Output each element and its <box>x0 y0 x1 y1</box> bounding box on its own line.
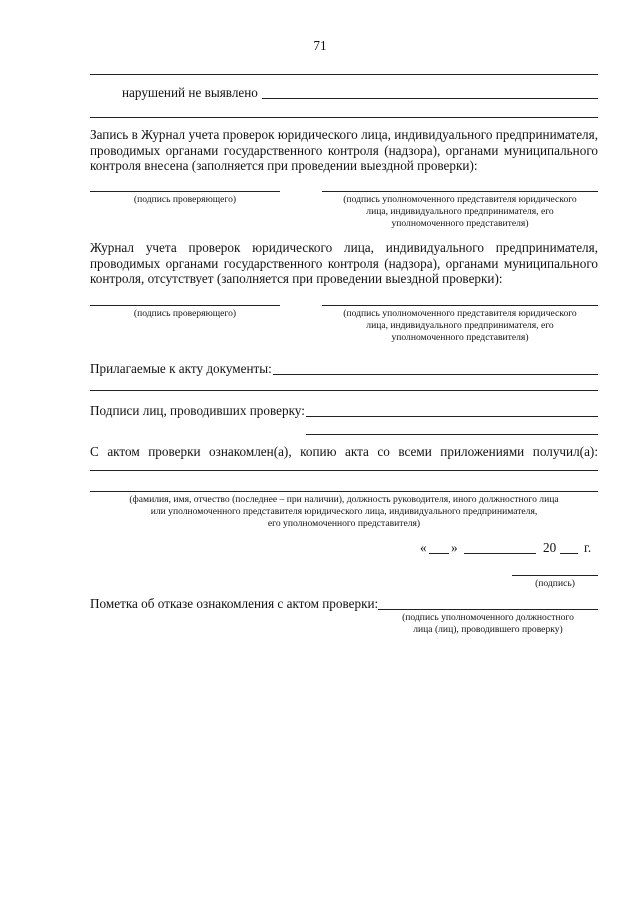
official-caption-line-1: (подпись уполномоченного должностного <box>402 612 574 623</box>
journal-absent-paragraph <box>90 240 598 287</box>
acquainted-paragraph <box>90 444 598 460</box>
acquainted-line-1 <box>90 470 598 471</box>
refusal-line <box>378 609 598 610</box>
inspector-signature-line-1 <box>90 191 280 192</box>
date-year-prefix: 20 <box>543 540 557 555</box>
signature-line <box>512 575 598 576</box>
date-year-line <box>560 553 578 554</box>
page-number: 71 <box>313 38 327 53</box>
refusal-label: Пометка об отказе ознакомления с актом проверки: <box>90 596 379 611</box>
signatures-line-2 <box>306 434 598 435</box>
rep-caption-2-line-2: лица, индивидуального предпринимателя, его <box>366 320 554 332</box>
date-year-suffix: г. <box>584 540 592 555</box>
acquainted-line-2 <box>90 491 598 492</box>
fio-caption-line-2: или уполномоченного представителя юридического лица, индивидуального предпринимателя, <box>150 506 538 518</box>
signatures-label: Подписи лиц, проводивших проверку: <box>90 403 305 418</box>
journal-entry-paragraph <box>90 127 598 174</box>
fio-caption-line-3: его уполномоченного представителя) <box>267 518 421 530</box>
journal-entry-line-1: Запись в Журнал учета проверок юридического лица, индивидуального предпринимателя, <box>90 127 598 142</box>
rep-signature-caption-1 <box>312 194 608 231</box>
official-caption-line-2: лица (лиц), проводившего проверку) <box>413 624 563 636</box>
fio-caption <box>80 494 608 531</box>
inspector-signature-caption-2: (подпись проверяющего) <box>133 308 237 319</box>
signature-caption: (подпись) <box>535 578 575 589</box>
no-violations-text: нарушений не выявлено <box>122 85 258 100</box>
date-day-line <box>429 553 449 554</box>
date-close-quote: » <box>451 540 458 555</box>
journal-entry-line-3: контроля внесена (заполняется при проведении выездной проверки): <box>90 158 478 174</box>
no-violations-line <box>262 98 598 99</box>
rep-signature-line-1 <box>322 191 598 192</box>
journal-absent-line-1: Журнал учета проверок юридического лица, индивидуального предпринимателя, <box>90 240 598 255</box>
attached-docs-label: Прилагаемые к акту документы: <box>90 361 272 376</box>
inspector-signature-line-2 <box>90 305 280 306</box>
date-open-quote: « <box>420 540 427 555</box>
journal-absent-line-3: контроля, отсутствует (заполняется при проведении выездной проверки): <box>90 271 503 287</box>
inspector-signature-caption-1: (подпись проверяющего) <box>133 194 237 205</box>
official-signature-caption <box>378 612 598 636</box>
acquainted-text: С актом проверки ознакомлен(а), копию акта со всеми приложениями получил(а): <box>90 444 598 459</box>
rep-signature-caption-2 <box>312 308 608 345</box>
top-blank-line <box>90 74 598 75</box>
date-month-line <box>464 553 536 554</box>
journal-entry-line-2: проводимых органами государственного контроля (надзора), органами муниципального <box>90 142 598 158</box>
rep-caption-1-line-2: лица, индивидуального предпринимателя, его <box>366 206 554 218</box>
fio-caption-line-1: (фамилия, имя, отчество (последнее – при наличии), должность руководителя, иного должностного лица <box>129 494 559 505</box>
rep-signature-line-2 <box>322 305 598 306</box>
attached-docs-line-2 <box>90 390 598 391</box>
signatures-line-1 <box>306 416 598 417</box>
rep-caption-1-line-1: (подпись уполномоченного представителя юридического <box>343 194 577 205</box>
rep-caption-2-line-3: уполномоченного представителя) <box>391 332 529 344</box>
attached-docs-line <box>273 374 598 375</box>
blank-line-2 <box>90 117 598 118</box>
rep-caption-1-line-3: уполномоченного представителя) <box>391 218 529 230</box>
rep-caption-2-line-1: (подпись уполномоченного представителя юридического <box>343 308 577 319</box>
journal-absent-line-2: проводимых органами государственного контроля (надзора), органами муниципального <box>90 255 598 271</box>
